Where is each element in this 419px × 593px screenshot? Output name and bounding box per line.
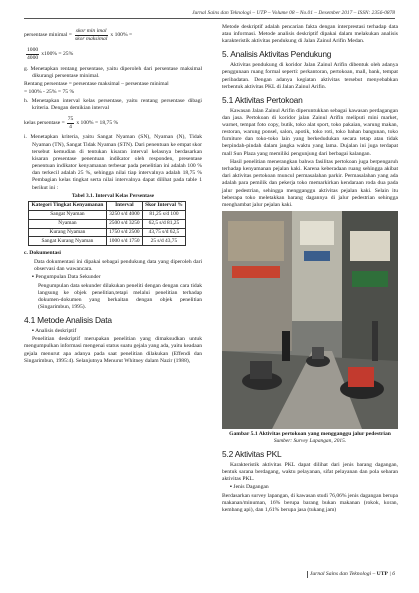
fraction-numerator: 1000 xyxy=(26,47,39,55)
footer-journal: Jurnal Sains dan Teknologi – xyxy=(309,571,377,577)
formula-prefix: persentase minimal = xyxy=(24,32,72,39)
list-item-i: i. Menetapkan kriteria, yaitu Sangat Nyaman (SN), Nyaman (N), Tidak Nyaman (TN), Sangat Tidak Nyaman (STN). Dari penentuan ke empat skor tersebut kemudian di tentukan kisaran interval kelasnya berdasarkan kisaran presentase penentuan indikator oleh responden, presentase penentuan indikator kenyamanan terbesar pada penelitian ini adalah 100 % dan terkecil adalah 25 %, sehingga nilai tiap intervalnya adalah 18,75 % Pembagian kelas tingkat serta nilai intervalnya dapat dilihat pada table 1 berikut ini : xyxy=(24,134,202,191)
formula-suffix: x100% = 25% xyxy=(41,51,74,58)
descriptive-paragraph: Penelitian deskriptif merupakan penelitian yang dimaksudkan untuk mengumpulkan informasi mengenai status suatu gejala yang ada, yaitu keadaan gejala menurut apa adanya pada saat penelitian dilakukan (Effendi dan Singarimbun, 1995:4). Selanjutnya Menurut Whitney dalam Nazir (1988), xyxy=(24,336,203,364)
table-cell: Sangat Kurang Nyaman xyxy=(29,237,107,246)
page-footer: Jurnal Sains dan Teknologi – UTP | 6 xyxy=(307,571,395,578)
table-cell: Nyaman xyxy=(29,219,107,228)
figure-caption: Gambar 5.1 Aktivitas pertokoan yang mengganggu jalur pedestrian xyxy=(229,430,391,437)
table-cell: 2500 s/d 3250 xyxy=(106,219,142,228)
bullet-icon: ▪ xyxy=(32,327,36,334)
intro-paragraph: Metode deskriptif adalah pencarian fakta dengan interprestasi terhadap data atau informasi. Metode analisis deskriptif dipakai dalam melakukan analisis karakteristik aktivitas pendukung di Jalan Zainul Arifin Medan. xyxy=(222,24,398,45)
formula-fraction xyxy=(74,28,108,43)
table-header-cell: Kategori Tingkat Kenyamanan xyxy=(29,201,107,210)
table-cell: Kurang Nyaman xyxy=(29,228,107,237)
bullet-secondary-data-text: Pengumpulan data sekunder dilakukan peneliti dengan dengan cara tidak langsung ke objek penelitian,tetapi melalui penelitian terhadap dokumen-dokumen yang berkaitan dengan objek penelitian (Singarimbun, 1995). xyxy=(38,282,202,310)
item-c-text: Data dokumentasi ini dipakai sebagai pendukung data yang diperoleh dari observasi dan wawancara. xyxy=(34,258,202,272)
figure-source: Sumber: Survey Lapangan, 2015. xyxy=(273,438,347,445)
fraction-denominator: skor maksimal xyxy=(74,36,108,43)
table-caption: Tabel 3.1. Interval Kelas Persentase xyxy=(71,192,155,199)
table-cell: 1750 s/d 2500 xyxy=(106,228,142,237)
rentang-formula: Rentang persentase = persentase maksimal – persentase minimal xyxy=(24,81,169,88)
list-item-g: g. Menetapkan rentang persentase, yaitu diperoleh dari persentase maksimal dikurangi persentase minimal. xyxy=(24,65,202,79)
section-5-1-paragraph-1: Kawasan Jalan Zainul Arifin diperuntukkan sebagai kawasan perdagangan dan jasa. Pertokoan di koridor jalan Zainul Arifin meliputi mini market, warnet, tempat foto copy, butik, toko alat sport, toko pakaian, warung makan, restoran, warung ponsel, salon, apotik, toko roti, toko bahan bangunan, toko furniture dan toko-toko lain yang berkedudukan secara tetap atau tidak berpindah-pindah dalam jangka waktu yang lama. Dujalan ini juga terdapat mall Sun Plaza yang memiliki pengunjung dari berbagai kalangan. xyxy=(222,107,398,157)
section-5-2-paragraph-1: Karakteristik aktivitas PKL dapat dilihat dari jenis barang dagangan, bentuk sarana berdagang, waktu pelayanan, sifat pelayanan dan pola sebaran aktivitas PKL. xyxy=(222,461,398,483)
table-row xyxy=(29,210,186,219)
table-cell: 1000 s/d 1750 xyxy=(106,237,142,246)
running-header xyxy=(24,9,395,19)
bullet-descriptive-title xyxy=(24,328,202,335)
formula-fraction xyxy=(67,116,75,131)
table-cell: 3250 s/d 4000 xyxy=(106,210,142,219)
section-heading-5: 5. Analisis Aktivitas Pendukung xyxy=(222,49,332,60)
table-cell: 43,75 s/d 62,5 xyxy=(142,228,185,237)
table-cell: 62,5 s/d 81,25 xyxy=(142,219,185,228)
formula-fraction xyxy=(26,47,39,62)
table-header-cell: Skor Interval % xyxy=(142,201,185,210)
street-photo xyxy=(222,211,398,429)
table-row xyxy=(29,237,186,246)
section-heading-5-2: 5.2 Aktivitas PKL xyxy=(222,449,282,460)
item-c-title: c. Dokumentasi xyxy=(24,250,61,257)
bullet-icon: ▪ xyxy=(230,484,234,491)
footer-org: UTP xyxy=(376,571,388,577)
page-number: 6 xyxy=(392,571,395,577)
table-header-row xyxy=(29,201,186,210)
left-column xyxy=(24,24,202,366)
table-row xyxy=(29,228,186,237)
formula-prefix: kelas persentase = xyxy=(24,120,65,127)
table-cell: 25 s/d 43,75 xyxy=(142,237,185,246)
fraction-denominator: 4000 xyxy=(27,55,39,62)
bullet-goods-type xyxy=(222,484,398,491)
table-cell: 81,25 s/d 100 xyxy=(142,210,185,219)
fraction-numerator: skor min imal xyxy=(75,28,108,36)
table-cell: Sangat Nyaman xyxy=(29,210,107,219)
street-photo-illustration xyxy=(222,211,398,429)
formula-min-percent xyxy=(24,28,202,43)
bullet-icon: ▪ xyxy=(32,274,36,281)
right-column xyxy=(222,24,398,515)
section-heading-5-1: 5.1 Aktivitas Pertokoan xyxy=(222,94,303,105)
fraction-numerator: 75 xyxy=(67,116,75,124)
rentang-result: = 100% - 25% = 75 % xyxy=(24,89,75,96)
section-5-paragraph: Aktivitas pendukung di koridor Jalan Zainul Arifin dibentuk oleh adanya penggunaan ruang formal seperti: perkantoran, pertokoan, mall, bank, tempat peribadatan. Dengan adanya kegiatan aktivitas tersebut menyebabkan terbentuk aktivitas PKL di Jalan Zainul Arifin. xyxy=(222,62,398,90)
interval-table xyxy=(28,201,186,247)
table-row xyxy=(29,219,186,228)
bullet-secondary-data-title xyxy=(24,274,202,281)
formula-suffix: x 100% = 18,75 % xyxy=(76,120,119,127)
bullet-title: Analisis deskriptif xyxy=(35,327,77,334)
table-header-cell: Interval xyxy=(106,201,142,210)
formula-min-result xyxy=(24,47,202,62)
bullet-title: Pengumpulan Data Sekunder xyxy=(35,274,101,281)
formula-interval xyxy=(24,116,202,131)
running-head-text: Jurnal Sains dan Teknologi – UTP – Volume 08 – No.01 – Desember 2017 – ISSN: 2356-0878 xyxy=(192,10,395,16)
section-heading-4-1: 4.1 Metode Analisis Data xyxy=(24,315,112,326)
section-5-1-paragraph-2: Hasil penelitian menerangkan bahwa fasilitas pertokoan juga berpengaruh terhadap kenyamanan pejalan kaki. Karena keberadaan ruang sehingga akibat dari aktivitas pertokoan muncul permasalahan parkir. Permasalahan yang ada adalah para pemilik dan pekerja toko memarkirkan kendaraan roda dua pada jalur pedestrian, sehingga mengganggu aktivitas pejalan kaki. Selain itu beberapa toko meletakkan barang dagannya di jalur pedestrian sehingga menghambat jalur pejalan kaki. xyxy=(222,158,398,208)
section-5-2-paragraph-2: Berdasarkan survey lapangan, di kawasan studi 76,06% jenis dagangan berupa makanan/minuman, 16% berupa barang bukan makanan (rokok, koran, kembang api), dan 1,61% berupa jasa (tukang jam) xyxy=(222,492,398,514)
formula-suffix: x 100% = xyxy=(110,32,133,39)
fraction-denominator: 4 xyxy=(69,124,72,131)
list-item-h: h. Menetapkan interval kelas persentase, yaitu rentang persentase dibagi kriteria. Dengan demikian interval xyxy=(24,97,202,111)
bullet-title: Jenis Dagangan xyxy=(233,484,269,491)
